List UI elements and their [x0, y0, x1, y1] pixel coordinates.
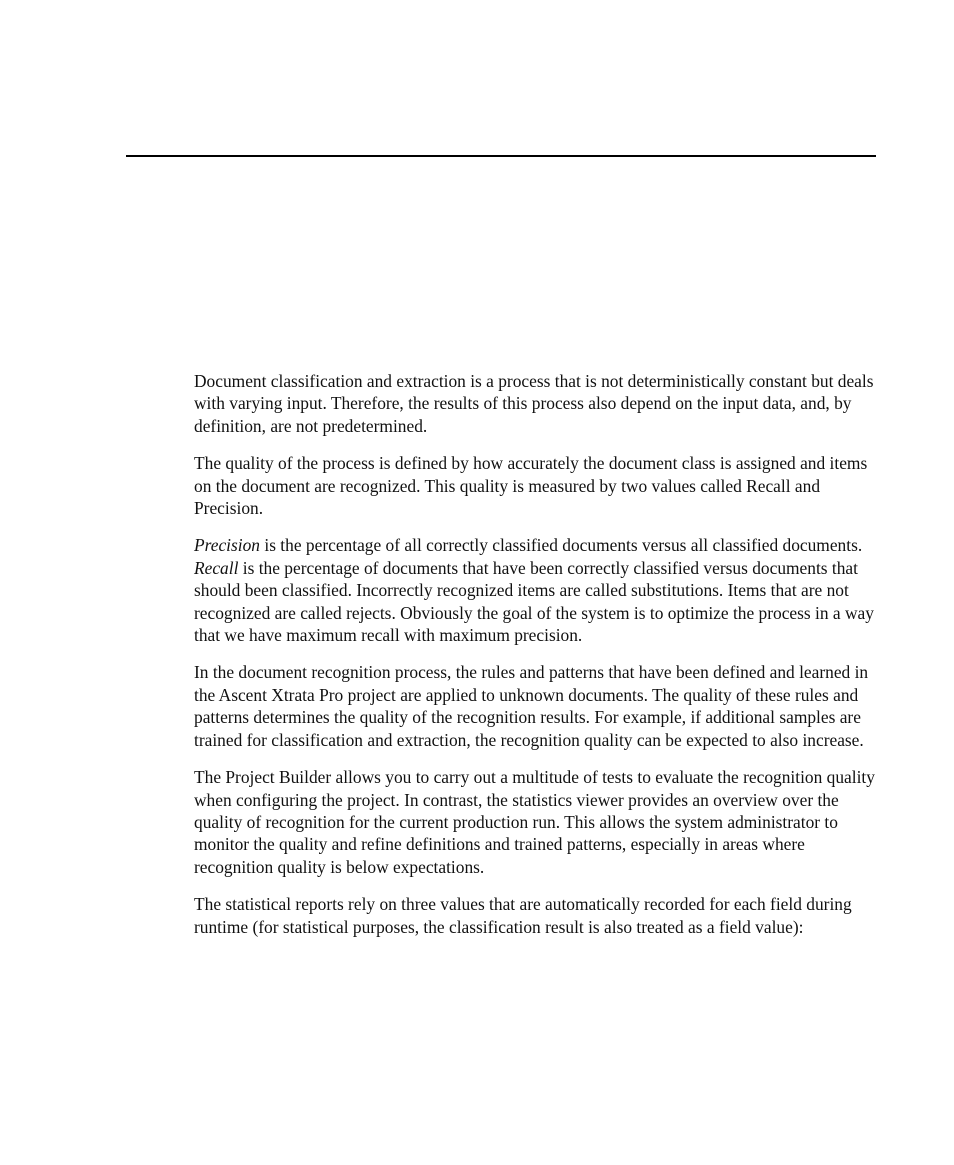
term-precision: Precision [194, 535, 261, 556]
paragraph-quality-definition: The quality of the process is defined by how accurately the document class is assigned and items on the document are recognized. This quality is measured by two values called Recall and Precision. [194, 453, 868, 519]
term-recall: Recall [194, 557, 239, 578]
paragraph-project-builder: The Project Builder allows you to carry out a multitude of tests to evaluate the recognition quality when configuring the project. In contrast, the statistics viewer provides an overview over the quality of recognition for the current production run. This allows the system administrator to monitor the quality and refine definitions and trained patterns, especially in areas where recognition quality is below expectations. [194, 767, 875, 877]
paragraph-precision-recall [194, 534, 884, 646]
precision-definition: is the percentage of all correctly classified documents versus all classified documents. [260, 535, 863, 556]
paragraph-statistical-reports: The statistical reports rely on three values that are automatically recorded for each field during runtime (for statistical purposes, the classification result is also treated as a field value): [194, 894, 852, 937]
header-rule [126, 155, 876, 157]
body-text [194, 370, 884, 953]
recall-definition: is the percentage of documents that have been correctly classified versus documents that should been classified. Incorrectly recognized items are called substitutions. Items that are not recognized are called rejects. Obviously the goal of the system is to optimize the process in a way that we have maximum recall with maximum precision. [194, 557, 874, 646]
paragraph-recognition-process: In the document recognition process, the rules and patterns that have been defined and learned in the Ascent Xtrata Pro project are applied to unknown documents. The quality of these rules and patterns determines the quality of the recognition results. For example, if additional samples are trained for classification and extraction, the recognition quality can be expected to also increase. [194, 662, 869, 750]
paragraph-classification-intro: Document classification and extraction is a process that is not deterministically constant but deals with varying input. Therefore, the results of this process also depend on the input data, and, by definition, are not predetermined. [194, 371, 874, 436]
